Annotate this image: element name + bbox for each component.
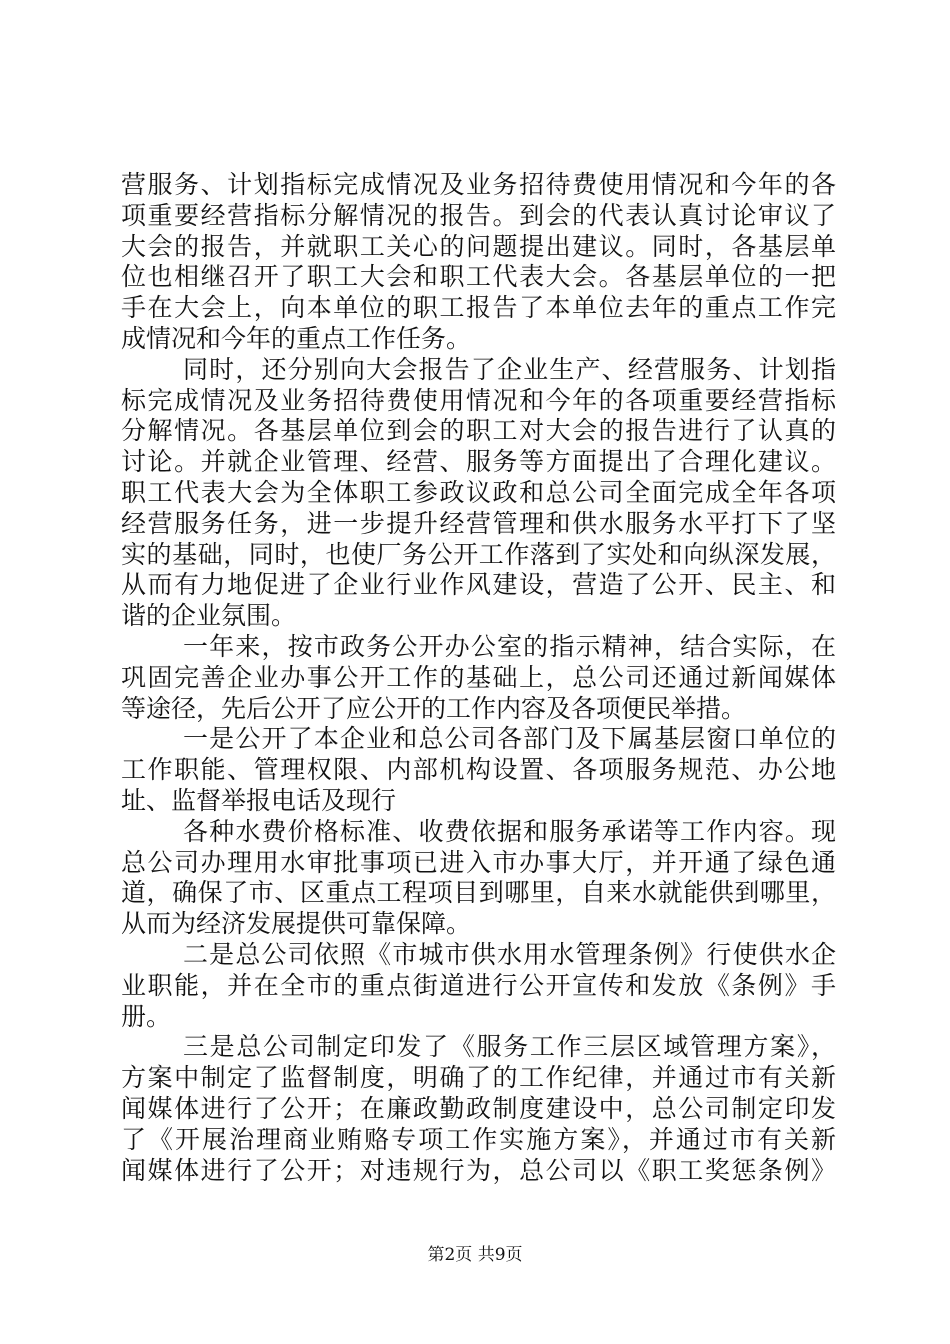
text-line: 道，确保了市、区重点工程项目到哪里，自来水就能供到哪里，: [121, 878, 836, 908]
text-line: 工作职能、管理权限、内部机构设置、各项服务规范、办公地: [121, 755, 836, 785]
text-line: 三是总公司制定印发了《服务工作三层区域管理方案》，: [183, 1032, 836, 1062]
text-line: 一年来，按市政务公开办公室的指示精神，结合实际，在: [183, 631, 836, 661]
text-line: 一是公开了本企业和总公司各部门及下属基层窗口单位的: [183, 724, 836, 754]
text-line: 成情况和今年的重点工作任务。: [121, 323, 472, 353]
text-line: 从而为经济发展提供可靠保障。: [121, 909, 472, 939]
text-line: 各种水费价格标准、收费依据和服务承诺等工作内容。现: [183, 816, 836, 846]
text-line: 二是总公司依照《市城市供水用水管理条例》行使供水企: [183, 939, 836, 969]
text-line: 址、监督举报电话及现行: [121, 785, 397, 815]
text-line: 项重要经营指标分解情况的报告。到会的代表认真讨论审议了: [121, 200, 836, 230]
text-line: 同时，还分别向大会报告了企业生产、经营服务、计划指: [183, 354, 836, 384]
text-line: 大会的报告，并就职工关心的问题提出建议。同时，各基层单: [121, 231, 836, 261]
text-line: 了《开展治理商业贿赂专项工作实施方案》，并通过市有关新: [121, 1124, 836, 1154]
text-line: 位也相继召开了职工大会和职工代表大会。各基层单位的一把: [121, 262, 836, 292]
text-line: 谐的企业氛围。: [121, 601, 297, 631]
paragraph: [121, 170, 836, 355]
text-line: 讨论。并就企业管理、经营、服务等方面提出了合理化建议。: [121, 447, 836, 477]
paragraph: [121, 355, 836, 632]
text-line: 标完成情况及业务招待费使用情况和今年的各项重要经营指标: [121, 385, 836, 415]
text-line: 总公司办理用水审批事项已进入市办事大厅，并开通了绿色通: [121, 847, 836, 877]
text-line: 等途径，先后公开了应公开的工作内容及各项便民举措。: [121, 693, 747, 723]
text-line: 业职能，并在全市的重点街道进行公开宣传和发放《条例》手: [121, 970, 836, 1000]
text-line: 实的基础，同时，也使厂务公开工作落到了实处和向纵深发展，: [121, 539, 836, 569]
paragraph: [121, 724, 836, 816]
paragraph: [121, 632, 836, 724]
page-number: 第2页 共9页: [427, 1245, 523, 1265]
text-line: 经营服务任务，进一步提升经营管理和供水服务水平打下了坚: [121, 508, 836, 538]
paragraph: [121, 1032, 836, 1186]
text-line: 手在大会上，向本单位的职工报告了本单位去年的重点工作完: [121, 293, 836, 323]
document-body: [121, 170, 836, 1186]
text-line: 闻媒体进行了公开；对违规行为，总公司以《职工奖惩条例》: [121, 1155, 836, 1185]
text-line: 职工代表大会为全体职工参政议政和总公司全面完成全年各项: [121, 477, 836, 507]
paragraph: [121, 940, 836, 1032]
text-line: 分解情况。各基层单位到会的职工对大会的报告进行了认真的: [121, 416, 836, 446]
text-line: 巩固完善企业办事公开工作的基础上，总公司还通过新闻媒体: [121, 662, 836, 692]
text-line: 册。: [121, 1001, 172, 1031]
page-footer: [0, 1243, 950, 1267]
text-line: 方案中制定了监督制度，明确了的工作纪律，并通过市有关新: [121, 1063, 836, 1093]
text-line: 闻媒体进行了公开；在廉政勤政制度建设中，总公司制定印发: [121, 1093, 836, 1123]
paragraph: [121, 817, 836, 940]
text-line: 从而有力地促进了企业行业作风建设，营造了公开、民主、和: [121, 570, 836, 600]
text-line: 营服务、计划指标完成情况及业务招待费使用情况和今年的各: [121, 170, 836, 199]
